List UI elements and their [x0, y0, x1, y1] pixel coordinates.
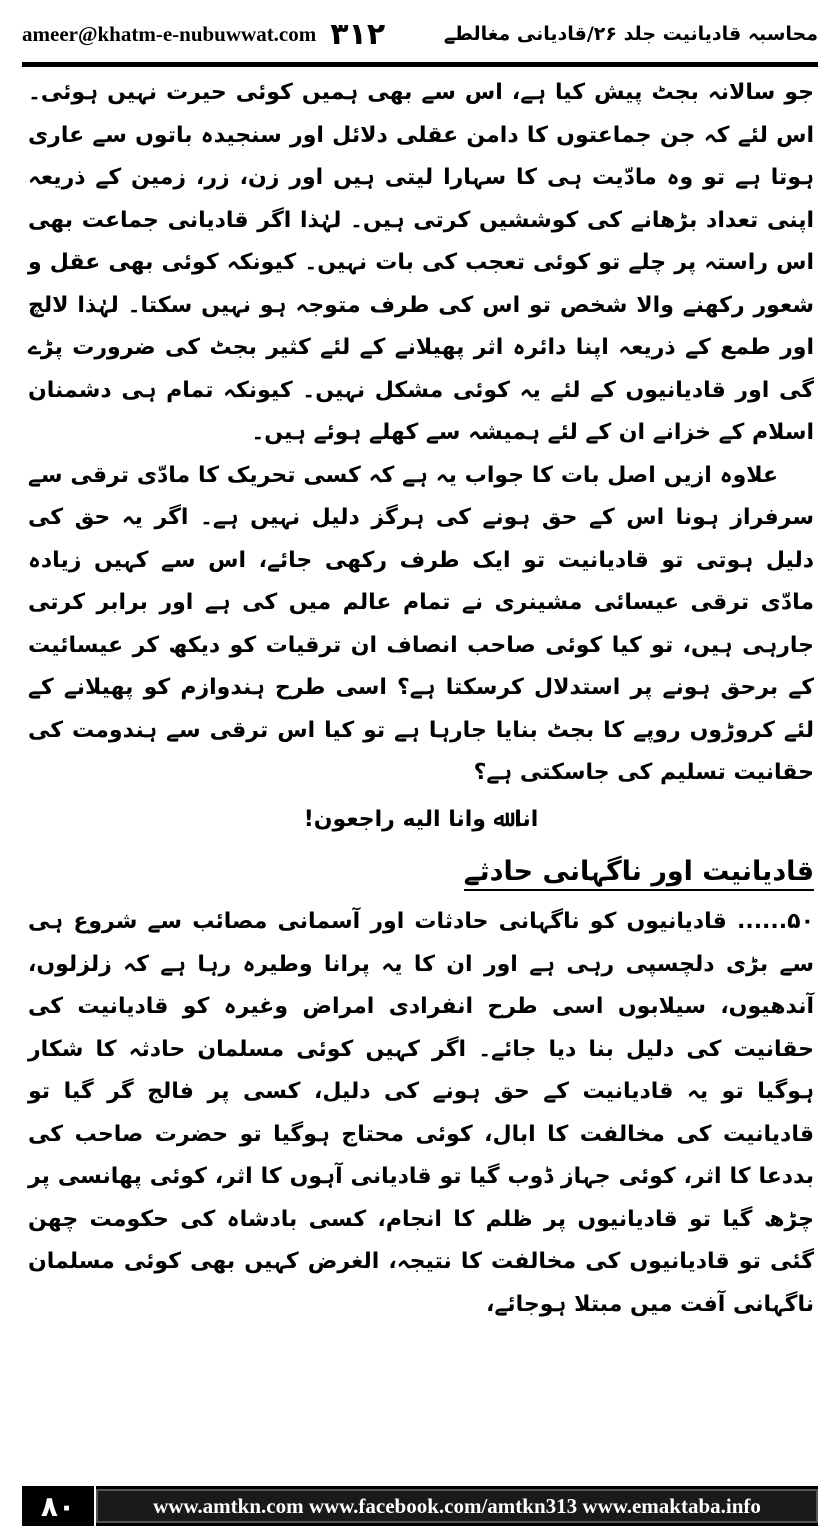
header-rule — [22, 62, 818, 67]
quote-line: انا ﷲ وانا الیه راجعون! — [303, 806, 539, 832]
header-left-group — [22, 17, 385, 52]
header-page-number: ۳۱۲ — [330, 16, 386, 52]
body-paragraph-1: جو سالانہ بجٹ پیش کیا ہے، اس سے بھی ہمیں کوئی حیرت نہیں ہوئی۔ اس لئے کہ جن جماعتوں کا دامن عقلی دلائل اور سنجیدہ باتوں سے عاری ہوتا ہے تو وہ مادّیت ہی کا سہارا لیتی ہیں اور زن، زر، زمین کے ذریعہ اپنی تعداد بڑھانے کی کوششیں کرتی ہیں۔ لہٰذا اگر قادیانی جماعت بھی اس راستہ پر چلے تو کوئی تعجب کی بات نہیں۔ کیونکہ کوئی بھی عقل و شعور رکھنے والا شخص تو اس کی طرف متوجہ ہو نہیں سکتا۔ لہٰذا لالچ اور طمع کے ذریعہ اپنا دائرہ اثر پھیلانے کے لئے کثیر بجٹ کی ضرورت پڑے گی اور قادیانیوں کے لئے یہ کوئی مشکل نہیں۔ کیونکہ تمام ہی دشمنان اسلام کے خزانے ان کے لئے ہمیشہ سے کھلے ہوئے ہیں۔ — [28, 80, 814, 445]
body-paragraph-2: علاوہ ازیں اصل بات کا جواب یہ ہے کہ کسی تحریک کا مادّی ترقی سے سرفراز ہونا اس کے حق ہونے کی ہرگز دلیل نہیں ہے۔ اگر یہ حق کی دلیل ہوتی تو قادیانیت تو ایک طرف رکھی جائے، اس سے کہیں زیادہ مادّی ترقی عیسائی مشینری نے تمام عالم میں کی ہے اور برابر کرتی جارہی ہیں، تو کیا کوئی صاحب انصاف ان ترقیات کو دیکھ کر عیسائیت کے برحق ہونے پر استدلال کرسکتا ہے؟ اسی طرح ہندوازم کو پھیلانے کے لئے کروڑوں روپے کا بجٹ بنایا جارہا ہے تو کیا اس ترقی سے ہندومت کی حقانیت تسلیم کی جاسکتی ہے؟ — [28, 462, 814, 785]
section-heading — [28, 847, 814, 897]
page-footer — [22, 1486, 818, 1526]
header-email: ameer@khatm-e-nubuwwat.com — [22, 21, 317, 46]
header-running-title: محاسبہ قادیانیت جلد ۲۶/قادیانی مغالطے — [443, 23, 818, 45]
page-body — [28, 72, 814, 1326]
section-paragraph: ۵۰...... قادیانیوں کو ناگہانی حادثات اور آسمانی مصائب سے شروع ہی سے بڑی دلچسپی رہی ہے اور ان کا یہ پرانا وطیرہ رہا ہے کہ زلزلوں، آندھیوں، سیلابوں اسی طرح انفرادی امراض وغیرہ کو قادیانیت کی حقانیت کی دلیل بنا دیا جائے۔ اگر کہیں کوئی مسلمان حادثہ کا شکار ہوگیا تو یہ قادیانیت کے حق ہونے کی دلیل، کسی پر فالج گر گیا تو قادیانیت کی مخالفت کا ابال، کوئی محتاج ہوگیا تو حضرت صاحب کی بددعا کا اثر، کوئی جہاز ڈوب گیا تو قادیانی آہوں کا اثر، کوئی پھانسی پر چڑھ گیا تو قادیانیوں پر ظلم کا انجام، کسی بادشاہ کی حکومت چھن گئی تو قادیانیوں کی مخالفت کا نتیجہ، الغرض کہیں بھی کوئی مسلمان ناگہانی آفت میں مبتلا ہوجائے، — [28, 909, 814, 1317]
section-heading-text: قادیانیت اور ناگہانی حادثے — [464, 856, 814, 891]
page-header — [22, 10, 818, 58]
footer-links: www.amtkn.com www.facebook.com/amtkn313 www.emaktaba.info — [153, 1493, 761, 1518]
footer-page-number: ۸۰ — [22, 1486, 94, 1526]
footer-links-bar — [96, 1486, 818, 1526]
